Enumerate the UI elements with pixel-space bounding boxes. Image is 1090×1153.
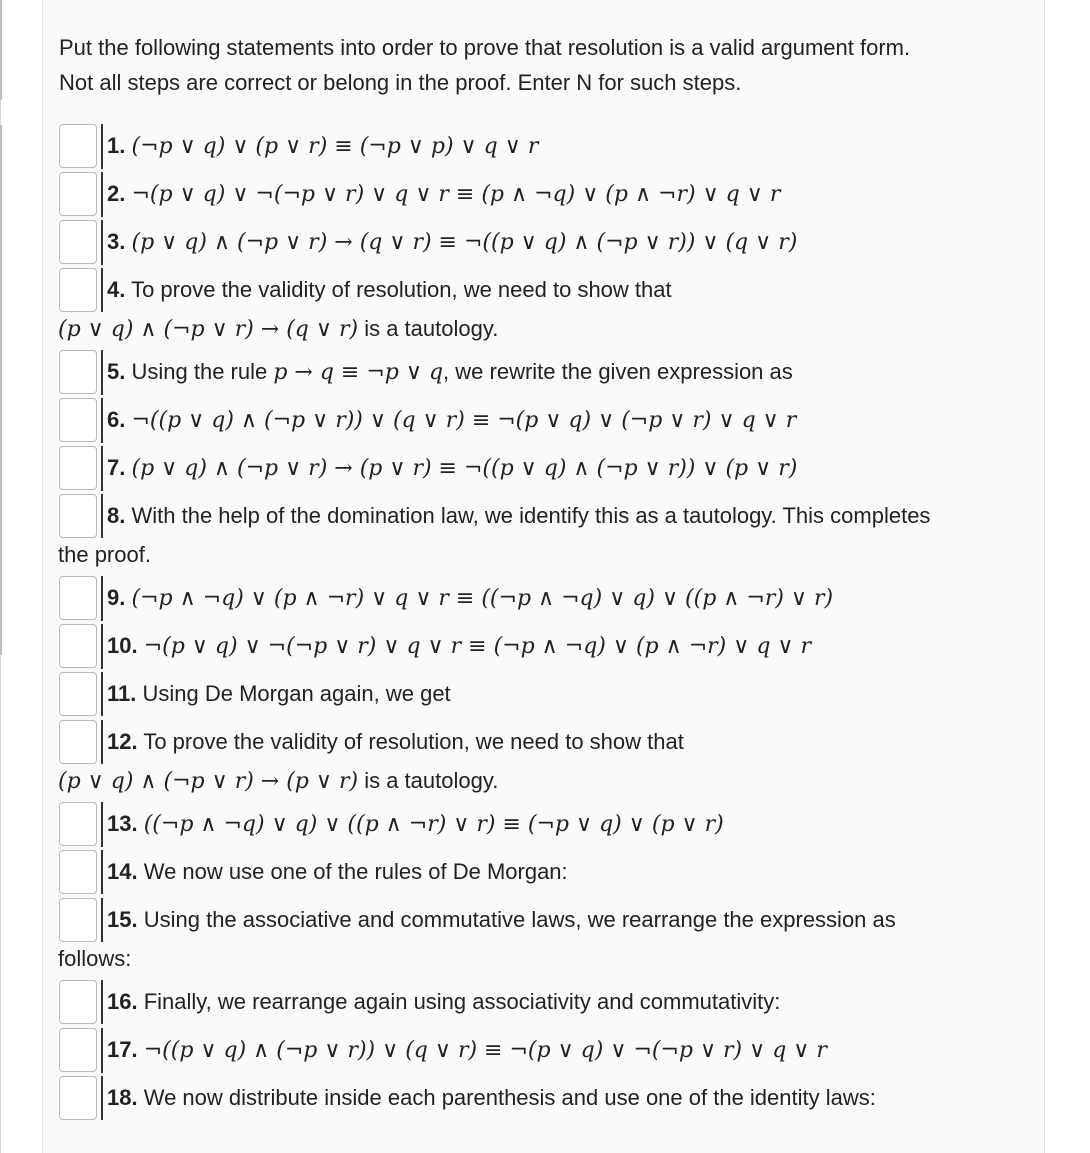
step-number: 1.	[107, 133, 126, 158]
step-6-formula: ¬((p ∨ q) ∧ (¬p ∨ r)) ∨ (q ∨ r) ≡ ¬(p ∨ q) ∨ (¬p ∨ r) ∨ q ∨ r	[131, 408, 797, 433]
step-number: 13.	[107, 811, 138, 836]
step-17-formula: ¬((p ∨ q) ∧ (¬p ∨ r)) ∨ (q ∨ r) ≡ ¬(p ∨ q) ∨ ¬(¬p ∨ r) ∨ q ∨ r	[143, 1038, 827, 1063]
step-5-text-post: , we rewrite the given expression as	[443, 359, 793, 384]
step-number: 8.	[107, 503, 126, 528]
step-3-formula: (p ∨ q) ∧ (¬p ∨ r) → (q ∨ r) ≡ ¬((p ∨ q) ∧ (¬p ∨ r)) ∨ (q ∨ r)	[131, 230, 798, 255]
step-number: 15.	[107, 907, 138, 932]
left-border-mark	[0, 125, 2, 655]
step-8-answer-input[interactable]	[59, 494, 97, 538]
step-14-text: We now use one of the rules of De Morgan:	[143, 859, 568, 884]
step-11-answer-input[interactable]	[59, 672, 97, 716]
step-7-formula: (p ∨ q) ∧ (¬p ∨ r) → (p ∨ r) ≡ ¬((p ∨ q) ∧ (¬p ∨ r)) ∨ (p ∨ r)	[131, 456, 798, 481]
left-border	[0, 0, 1, 1153]
step-2-answer-input[interactable]	[59, 172, 97, 216]
step-12-text: To prove the validity of resolution, we need to show that	[143, 729, 684, 754]
step-13-answer-input[interactable]	[59, 802, 97, 846]
step-11-text: Using De Morgan again, we get	[142, 681, 451, 706]
step-12-answer-input[interactable]	[59, 720, 97, 764]
step-17-answer-input[interactable]	[59, 1028, 97, 1072]
step-number: 4.	[107, 277, 126, 302]
step-3-answer-input[interactable]	[59, 220, 97, 264]
step-10-answer-input[interactable]	[59, 624, 97, 668]
step-9-answer-input[interactable]	[59, 576, 97, 620]
instructions-line-2: Not all steps are correct or belong in the proof. Enter N for such steps.	[59, 70, 742, 95]
step-number: 3.	[107, 229, 126, 254]
step-number: 11.	[107, 681, 137, 706]
step-4-suffix: is a tautology.	[358, 316, 499, 341]
step-5-formula: p → q ≡ ¬p ∨ q	[273, 360, 444, 385]
step-7-answer-input[interactable]	[59, 446, 97, 490]
step-10-formula: ¬(p ∨ q) ∨ ¬(¬p ∨ r) ∨ q ∨ r ≡ (¬p ∧ ¬q) ∨ (p ∧ ¬r) ∨ q ∨ r	[143, 634, 812, 659]
step-8-text: With the help of the domination law, we identify this as a tautology. This completes	[131, 503, 931, 528]
step-number: 14.	[107, 859, 138, 884]
instructions-line-1: Put the following statements into order to prove that resolution is a valid argument form.	[59, 35, 911, 60]
step-18-text: We now distribute inside each parenthesis and use one of the identity laws:	[143, 1085, 876, 1110]
step-2-formula: ¬(p ∨ q) ∨ ¬(¬p ∨ r) ∨ q ∨ r ≡ (p ∧ ¬q) ∨ (p ∧ ¬r) ∨ q ∨ r	[131, 182, 781, 207]
step-4-formula: (p ∨ q) ∧ (¬p ∨ r) → (q ∨ r)	[58, 317, 359, 342]
step-1-formula: (¬p ∨ q) ∨ (p ∨ r) ≡ (¬p ∨ p) ∨ q ∨ r	[131, 134, 539, 159]
step-number: 12.	[107, 729, 138, 754]
step-9-formula: (¬p ∧ ¬q) ∨ (p ∧ ¬r) ∨ q ∨ r ≡ ((¬p ∧ ¬q) ∨ q) ∨ ((p ∧ ¬r) ∨ r)	[131, 586, 834, 611]
step-number: 10.	[107, 633, 138, 658]
step-15-continuation: follows:	[58, 946, 132, 971]
step-5-text-pre: Using the rule	[131, 359, 274, 384]
step-number: 7.	[107, 455, 126, 480]
step-number: 16.	[107, 989, 138, 1014]
step-number: 17.	[107, 1037, 138, 1062]
step-13-formula: ((¬p ∧ ¬q) ∨ q) ∨ ((p ∧ ¬r) ∨ r) ≡ (¬p ∨ q) ∨ (p ∨ r)	[143, 812, 724, 837]
step-number: 6.	[107, 407, 126, 432]
step-number: 18.	[107, 1085, 138, 1110]
step-18-answer-input[interactable]	[59, 1076, 97, 1120]
step-number: 5.	[107, 359, 126, 384]
step-6-answer-input[interactable]	[59, 398, 97, 442]
step-12-suffix: is a tautology.	[358, 768, 499, 793]
step-15-text: Using the associative and commutative laws, we rearrange the expression as	[143, 907, 896, 932]
step-4-answer-input[interactable]	[59, 268, 97, 312]
step-number: 2.	[107, 181, 126, 206]
step-12-formula: (p ∨ q) ∧ (¬p ∨ r) → (p ∨ r)	[58, 769, 359, 794]
step-number: 9.	[107, 585, 126, 610]
step-4-text: To prove the validity of resolution, we need to show that	[131, 277, 672, 302]
step-16-answer-input[interactable]	[59, 980, 97, 1024]
left-border-mark	[0, 0, 2, 100]
step-15-answer-input[interactable]	[59, 898, 97, 942]
step-8-continuation: the proof.	[58, 542, 151, 567]
step-1-answer-input[interactable]	[59, 124, 97, 168]
step-5-answer-input[interactable]	[59, 350, 97, 394]
instructions	[59, 30, 1039, 100]
step-14-answer-input[interactable]	[59, 850, 97, 894]
step-16-text: Finally, we rearrange again using associativity and commutativity:	[143, 989, 781, 1014]
